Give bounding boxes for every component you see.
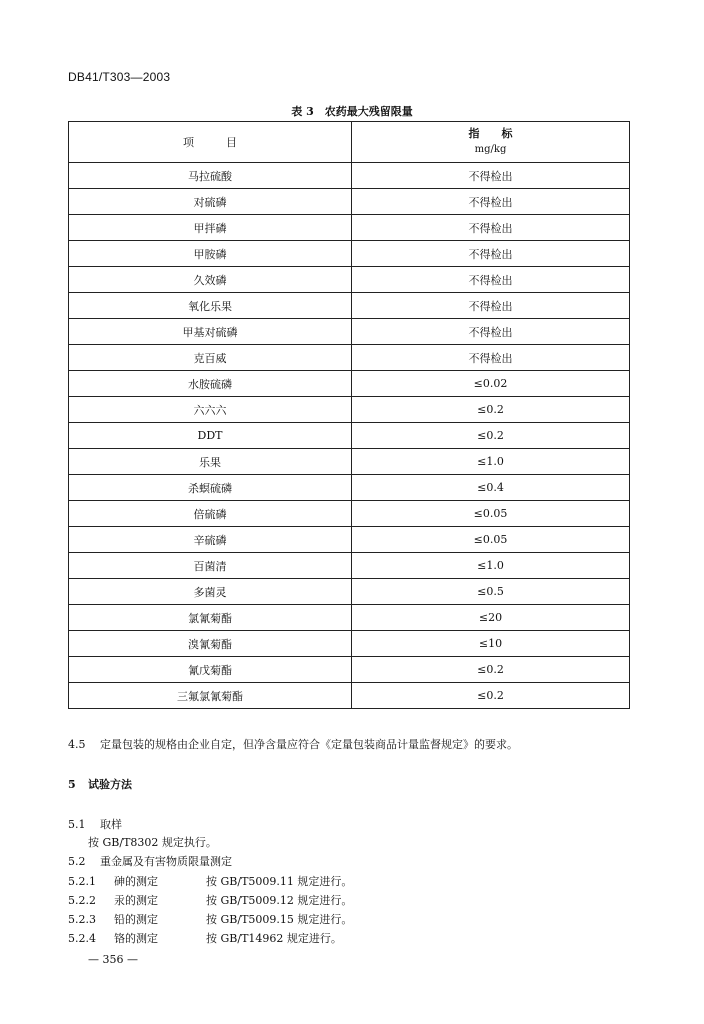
table-row <box>69 215 630 241</box>
pesticide-name: 多菌灵 <box>69 579 352 605</box>
limit-value: 不得检出 <box>352 293 630 319</box>
limit-value: ≤0.05 <box>352 501 630 527</box>
page-number: — 356 — <box>88 953 138 966</box>
sub-clause-text: 按 GB/T5009.12 规定进行。 <box>206 894 353 907</box>
sub-clause <box>68 894 352 908</box>
pesticide-name: 甲拌磷 <box>69 215 352 241</box>
table-row <box>69 189 630 215</box>
limit-value: 不得检出 <box>352 319 630 345</box>
pesticide-name: 三氟氯氰菊酯 <box>69 683 352 709</box>
sub-clause-number: 5.2.1 <box>68 875 96 888</box>
pesticide-name: 乐果 <box>69 449 352 475</box>
pesticide-name: 马拉硫酸 <box>69 163 352 189</box>
sub-clause-label: 汞的测定 <box>114 894 158 907</box>
limit-value: 不得检出 <box>352 241 630 267</box>
clause-text: 定量包装的规格由企业自定，但净含量应符合《定量包装商品计量监督规定》的要求。 <box>100 738 518 751</box>
table-row <box>69 293 630 319</box>
pesticide-name: DDT <box>69 423 352 449</box>
table-row <box>69 371 630 397</box>
pesticide-name: 溴氰菊酯 <box>69 631 352 657</box>
table-row <box>69 345 630 371</box>
pesticide-name: 克百威 <box>69 345 352 371</box>
limit-value: ≤10 <box>352 631 630 657</box>
column-header-index <box>352 122 630 163</box>
column-header-item <box>69 122 352 163</box>
sub-clause <box>68 913 352 927</box>
table-row <box>69 579 630 605</box>
limit-value: ≤0.2 <box>352 423 630 449</box>
section-title: 试验方法 <box>88 778 132 791</box>
table-row <box>69 475 630 501</box>
sub-clause-text: 按 GB/T5009.11 规定进行。 <box>206 875 353 888</box>
sub-clause-label: 砷的测定 <box>114 875 158 888</box>
pesticide-name: 甲基对硫磷 <box>69 319 352 345</box>
table-row <box>69 553 630 579</box>
limit-value: ≤0.2 <box>352 657 630 683</box>
clause-5-1-text: 按 GB/T8302 规定执行。 <box>88 836 217 849</box>
limit-value: ≤0.4 <box>352 475 630 501</box>
limit-value: ≤20 <box>352 605 630 631</box>
pesticide-name: 氧化乐果 <box>69 293 352 319</box>
clause-5-1 <box>68 818 122 832</box>
sub-clause-number: 5.2.2 <box>68 894 96 907</box>
limit-value: 不得检出 <box>352 345 630 371</box>
table-row <box>69 605 630 631</box>
document-id: DB41/T303—2003 <box>68 70 171 84</box>
table-row <box>69 657 630 683</box>
clause-5-2 <box>68 855 232 869</box>
pesticide-name: 杀螟硫磷 <box>69 475 352 501</box>
pesticide-name: 久效磷 <box>69 267 352 293</box>
clause-title: 取样 <box>100 818 122 831</box>
sub-clause <box>68 932 342 946</box>
table-row <box>69 683 630 709</box>
limit-value: ≤0.2 <box>352 683 630 709</box>
clause-number: 4.5 <box>68 738 86 751</box>
table-row <box>69 501 630 527</box>
pesticide-name: 百菌清 <box>69 553 352 579</box>
table-caption: 表 3 农药最大残留限量 <box>291 105 413 118</box>
pesticide-name: 甲胺磷 <box>69 241 352 267</box>
pesticide-name: 六六六 <box>69 397 352 423</box>
pesticide-name: 氯氰菊酯 <box>69 605 352 631</box>
table-row <box>69 449 630 475</box>
table-header-row <box>69 122 630 163</box>
limit-value: 不得检出 <box>352 163 630 189</box>
limit-value: ≤0.5 <box>352 579 630 605</box>
clause-number: 5.2 <box>68 855 86 868</box>
limit-value: ≤0.2 <box>352 397 630 423</box>
column-header-unit: mg/kg <box>474 144 507 155</box>
table-row <box>69 267 630 293</box>
limit-value: 不得检出 <box>352 189 630 215</box>
sub-clause <box>68 875 352 889</box>
limit-value: ≤1.0 <box>352 553 630 579</box>
sub-clause-label: 铬的测定 <box>114 932 158 945</box>
pesticide-name: 对硫磷 <box>69 189 352 215</box>
pesticide-name: 氰戊菊酯 <box>69 657 352 683</box>
table-row <box>69 527 630 553</box>
limit-value: ≤0.05 <box>352 527 630 553</box>
table-body <box>69 163 630 709</box>
clause-4-5 <box>68 738 518 752</box>
pesticide-name: 辛硫磷 <box>69 527 352 553</box>
pesticide-limits-table <box>68 121 630 709</box>
column-header-index-label: 指标 <box>468 127 535 140</box>
pesticide-name: 水胺硫磷 <box>69 371 352 397</box>
table-row <box>69 423 630 449</box>
limit-value: ≤0.02 <box>352 371 630 397</box>
limit-value: 不得检出 <box>352 215 630 241</box>
section-number: 5 <box>68 778 76 791</box>
sub-clause-number: 5.2.4 <box>68 932 96 945</box>
sub-clause-label: 铅的测定 <box>114 913 158 926</box>
sub-clause-number: 5.2.3 <box>68 913 96 926</box>
table-row <box>69 163 630 189</box>
table-row <box>69 319 630 345</box>
limit-value: ≤1.0 <box>352 449 630 475</box>
section-5-heading <box>68 778 132 792</box>
clause-number: 5.1 <box>68 818 86 831</box>
pesticide-name: 倍硫磷 <box>69 501 352 527</box>
sub-clause-text: 按 GB/T5009.15 规定进行。 <box>206 913 353 926</box>
limit-value: 不得检出 <box>352 267 630 293</box>
column-header-item-label: 项目 <box>183 136 269 149</box>
table-row <box>69 241 630 267</box>
table-row <box>69 631 630 657</box>
sub-clause-text: 按 GB/T14962 规定进行。 <box>206 932 342 945</box>
clause-title: 重金属及有害物质限量测定 <box>100 855 232 868</box>
table-row <box>69 397 630 423</box>
